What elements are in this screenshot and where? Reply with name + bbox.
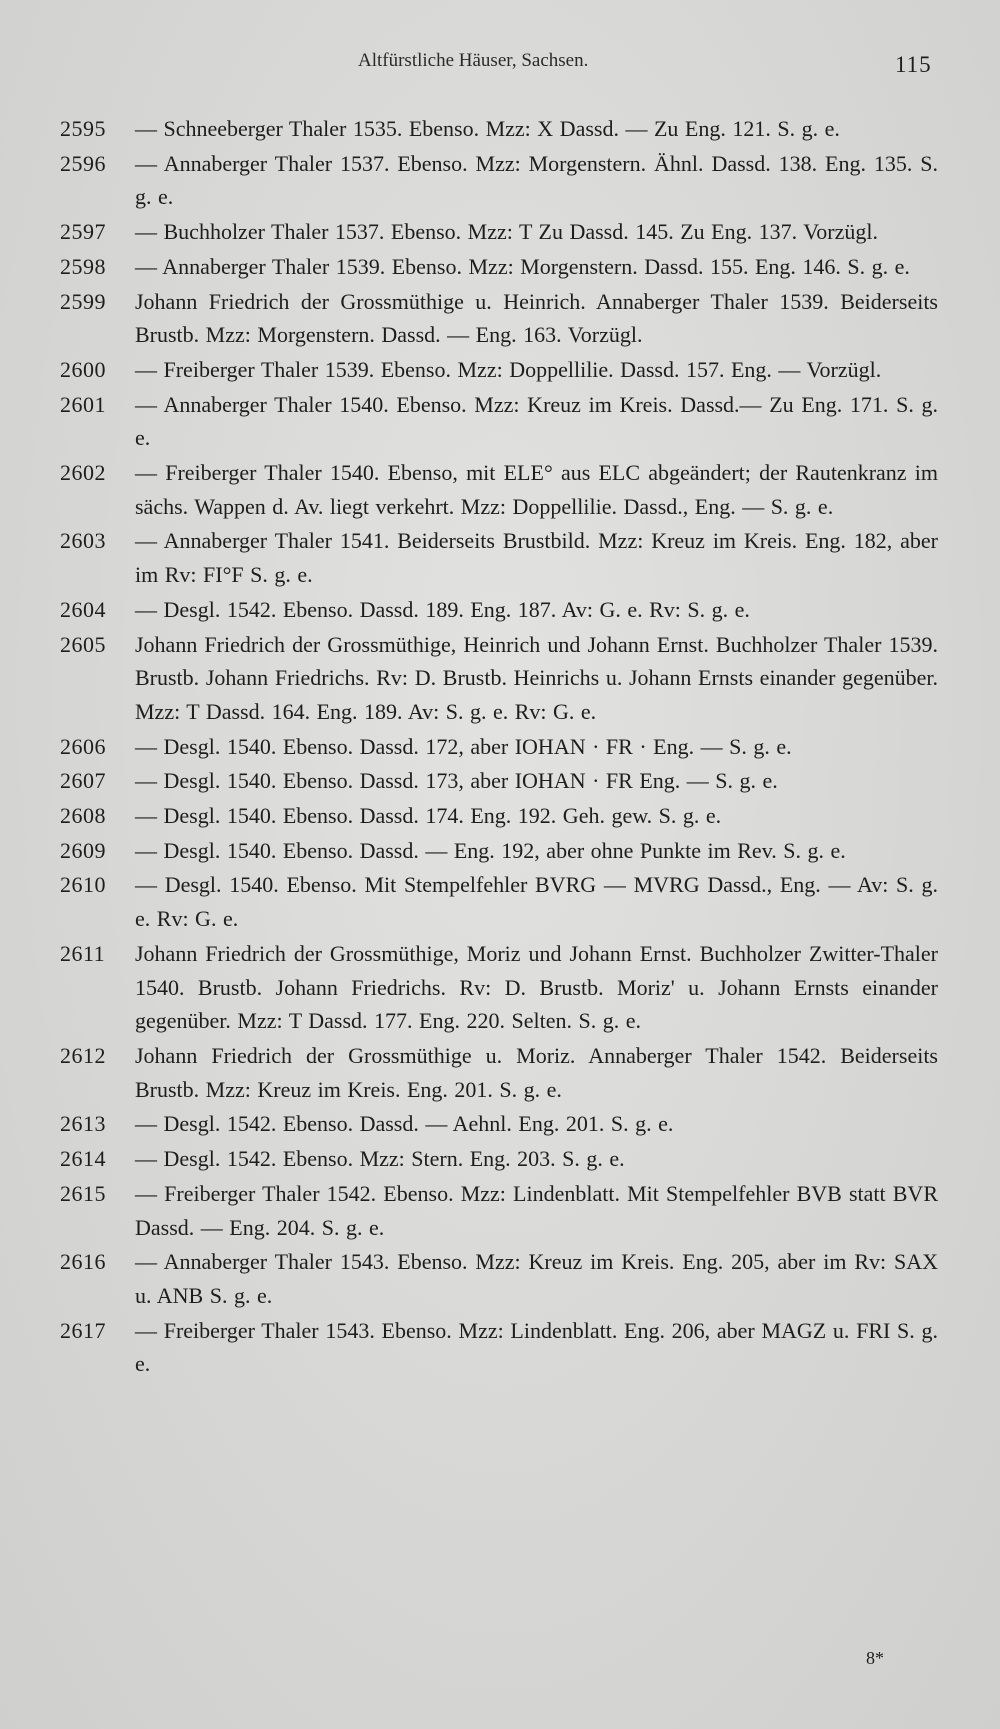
catalog-entry <box>60 1177 938 1244</box>
catalog-entry <box>60 937 938 1038</box>
entry-number: 2596 <box>60 150 106 176</box>
catalog-entry <box>60 764 938 798</box>
catalog-entry <box>60 834 938 868</box>
running-title: Altfürstliche Häuser, Sachsen. <box>358 50 589 71</box>
entry-number: 2609 <box>60 837 106 863</box>
entry-description: — Desgl. 1540. Ebenso. Dassd. — Eng. 192, aber ohne Punkte im Rev. S. g. e. <box>135 837 846 863</box>
catalog-entry <box>60 1107 938 1141</box>
signature-mark: 8* <box>866 1648 884 1668</box>
entry-number: 2606 <box>60 733 106 759</box>
entry-number: 2608 <box>60 803 106 829</box>
catalog-entry <box>60 628 938 729</box>
entry-number: 2599 <box>60 288 106 314</box>
entry-number: 2607 <box>60 768 106 794</box>
entry-description: — Desgl. 1540. Ebenso. Mit Stempelfehler BVRG — MVRG Dassd., Eng. — Av: S. g. e. Rv: G. e. <box>135 872 938 932</box>
catalog-entry <box>60 730 938 764</box>
catalog-entry <box>60 593 938 627</box>
catalog-entry <box>60 147 938 214</box>
entry-description: Johann Friedrich der Grossmüthige u. Moriz. Annaberger Thaler 1542. Beiderseits Brustb. Mzz: Kreuz im Kreis. Eng. 201. S. g. e. <box>135 1042 938 1102</box>
entry-description: — Freiberger Thaler 1543. Ebenso. Mzz: Lindenblatt. Eng. 206, aber MAGZ u. FRI S. g. e. <box>135 1317 938 1377</box>
catalog-entry <box>60 1245 938 1312</box>
catalog-entry <box>60 524 938 591</box>
entry-description: — Desgl. 1540. Ebenso. Dassd. 173, aber IOHAN · FR Eng. — S. g. e. <box>135 768 778 794</box>
entry-description: Johann Friedrich der Grossmüthige u. Heinrich. Annaberger Thaler 1539. Beiderseits Brustb. Mzz: Morgenstern. Dassd. — Eng. 163. Vorzügl. <box>135 288 938 348</box>
entry-number: 2601 <box>60 391 106 417</box>
entry-number: 2617 <box>60 1317 106 1343</box>
entry-number: 2597 <box>60 219 106 245</box>
catalog-entry <box>60 353 938 387</box>
catalog-entry <box>60 112 938 146</box>
entry-description: — Desgl. 1542. Ebenso. Mzz: Stern. Eng. 203. S. g. e. <box>135 1146 625 1172</box>
entry-description: — Annaberger Thaler 1541. Beiderseits Brustbild. Mzz: Kreuz im Kreis. Eng. 182, aber im Rv: FI°F S. g. e. <box>135 528 938 588</box>
entry-number: 2604 <box>60 596 106 622</box>
entry-number: 2603 <box>60 528 106 554</box>
entry-description: — Annaberger Thaler 1537. Ebenso. Mzz: Morgenstern. Ähnl. Dassd. 138. Eng. 135. S. g. e. <box>135 150 938 210</box>
catalog-entry <box>60 456 938 523</box>
entry-description: — Desgl. 1542. Ebenso. Dassd. — Aehnl. Eng. 201. S. g. e. <box>135 1111 674 1137</box>
entry-description: — Buchholzer Thaler 1537. Ebenso. Mzz: T Zu Dassd. 145. Zu Eng. 137. Vorzügl. <box>135 219 878 245</box>
entry-number: 2614 <box>60 1146 106 1172</box>
entry-description: — Freiberger Thaler 1540. Ebenso, mit ELE° aus ELC abgeändert; der Rautenkranz im sächs. Wappen d. Av. liegt verkehrt. Mzz: Doppellilie. Dassd., Eng. — S. g. e. <box>135 460 938 519</box>
entry-number: 2611 <box>60 940 106 966</box>
catalog-entry <box>60 799 938 833</box>
catalog-entry <box>60 1314 938 1381</box>
entry-number: 2616 <box>60 1249 106 1275</box>
entry-description: — Annaberger Thaler 1539. Ebenso. Mzz: Morgenstern. Dassd. 155. Eng. 146. S. g. e. <box>135 253 910 279</box>
entry-number: 2613 <box>60 1111 106 1137</box>
entry-number: 2605 <box>60 631 106 657</box>
entry-description: — Desgl. 1540. Ebenso. Dassd. 174. Eng. 192. Geh. gew. S. g. e. <box>135 803 722 829</box>
catalog-entry <box>60 250 938 284</box>
entry-description: Johann Friedrich der Grossmüthige, Moriz und Johann Ernst. Buchholzer Zwitter-Thaler 1540. Brustb. Johann Friedrichs. Rv: D. Brustb. Moriz' u. Johann Ernsts einander gegenüber. Mzz: T Dassd. 177. Eng. 220. Selten. S. g. e. <box>135 940 938 1034</box>
catalog-entry <box>60 868 938 935</box>
catalog-entry <box>60 215 938 249</box>
entry-description: — Desgl. 1542. Ebenso. Dassd. 189. Eng. 187. Av: G. e. Rv: S. g. e. <box>135 596 750 622</box>
entry-number: 2602 <box>60 460 106 486</box>
catalog-entry <box>60 1142 938 1176</box>
running-head <box>0 50 1000 80</box>
entry-description: — Annaberger Thaler 1543. Ebenso. Mzz: Kreuz im Kreis. Eng. 205, aber im Rv: SAX u. ANB S. g. e. <box>135 1249 938 1308</box>
catalog-entry <box>60 1039 938 1106</box>
entry-description: — Schneeberger Thaler 1535. Ebenso. Mzz: X Dassd. — Zu Eng. 121. S. g. e. <box>135 116 840 141</box>
catalog-entry <box>60 285 938 352</box>
entry-description: — Freiberger Thaler 1542. Ebenso. Mzz: Lindenblatt. Mit Stempelfehler BVB statt BVR Dassd. — Eng. 204. S. g. e. <box>135 1180 938 1240</box>
entry-description: Johann Friedrich der Grossmüthige, Heinrich und Johann Ernst. Buchholzer Thaler 1539. Brustb. Johann Friedrichs. Rv: D. Brustb. Heinrichs u. Johann Ernsts einander gegenüber. Mzz: T Dassd. 164. Eng. 189. Av: S. g. e. Rv: G. e. <box>135 631 938 724</box>
entry-number: 2610 <box>60 872 106 898</box>
entry-description: — Desgl. 1540. Ebenso. Dassd. 172, aber IOHAN · FR · Eng. — S. g. e. <box>135 733 792 759</box>
page-number: 115 <box>895 52 932 77</box>
entry-number: 2598 <box>60 253 106 279</box>
entry-number: 2595 <box>60 116 106 141</box>
catalog-entry <box>60 388 938 455</box>
entry-description: — Annaberger Thaler 1540. Ebenso. Mzz: Kreuz im Kreis. Dassd.— Zu Eng. 171. S. g. e. <box>135 391 938 451</box>
entry-description: — Freiberger Thaler 1539. Ebenso. Mzz: Doppellilie. Dassd. 157. Eng. — Vorzügl. <box>135 356 882 382</box>
entry-number: 2600 <box>60 356 106 382</box>
entry-number: 2615 <box>60 1180 106 1206</box>
entry-number: 2612 <box>60 1042 106 1068</box>
catalog-entries <box>60 112 938 1382</box>
